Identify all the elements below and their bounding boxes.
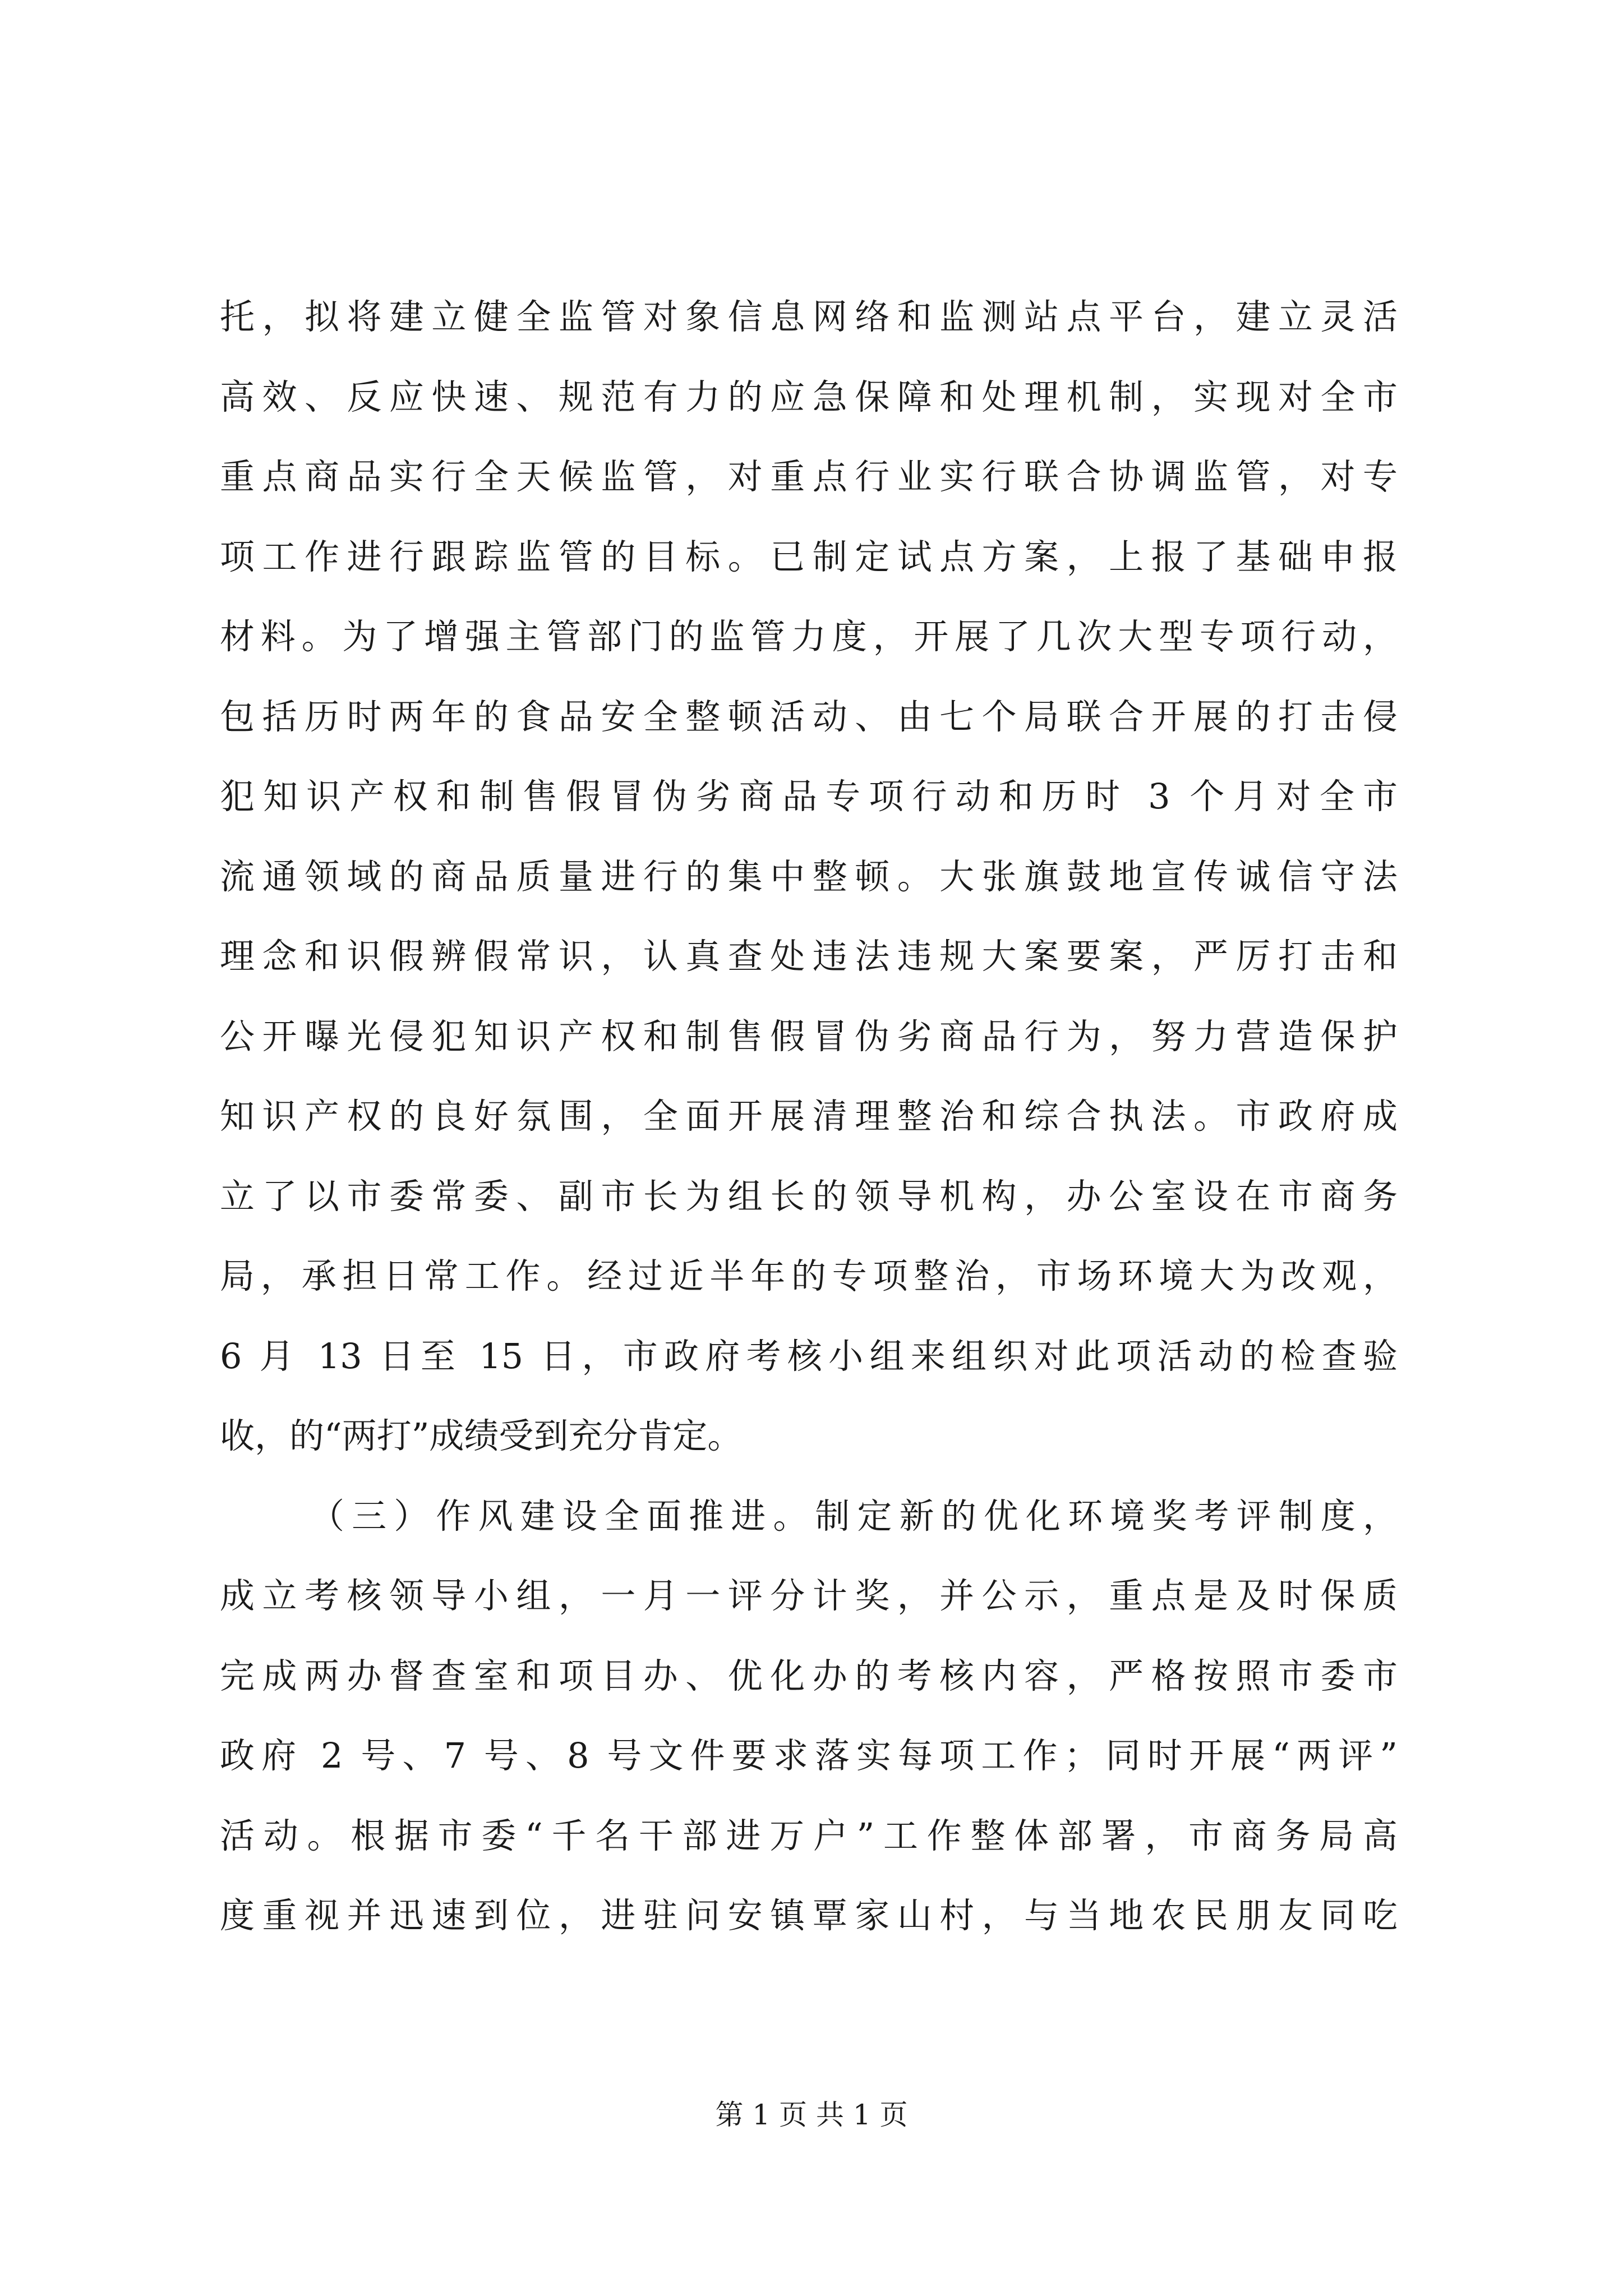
text-line: 局，承担日常工作。经过近半年的专项整治，市场环境大为改观， — [220, 1255, 1398, 1296]
text-line: 活动。根据市委“千名干部进万户”工作整体部署，市商务局高 — [220, 1815, 1398, 1856]
text-line: 立了以市委常委、副市长为组长的领导机构，办公室设在市商务 — [220, 1176, 1398, 1217]
text-line: 高效、反应快速、规范有力的应急保障和处理机制，实现对全市 — [220, 376, 1398, 417]
text-line: 项工作进行跟踪监管的目标。已制定试点方案，上报了基础申报 — [220, 536, 1398, 577]
text-line: 犯知识产权和制售假冒伪劣商品专项行动和历时 3 个月对全市 — [220, 776, 1398, 817]
text-line: 材料。为了增强主管部门的监管力度，开展了几次大型专项行动， — [220, 616, 1398, 657]
text-line: 度重视并迅速到位，进驻问安镇覃家山村，与当地农民朋友同吃 — [220, 1895, 1398, 1936]
text-line: 流通领域的商品质量进行的集中整顿。大张旗鼓地宣传诚信守法 — [220, 856, 1398, 897]
text-line: 包括历时两年的食品安全整顿活动、由七个局联合开展的打击侵 — [220, 696, 1398, 737]
text-line: 成立考核领导小组，一月一评分计奖，并公示，重点是及时保质 — [220, 1575, 1398, 1616]
text-line: 6 月 13 日至 15 日，市政府考核小组来组织对此项活动的检查验 — [220, 1336, 1398, 1377]
text-line: 重点商品实行全天候监管，对重点行业实行联合协调监管，对专 — [220, 456, 1398, 497]
text-line: 知识产权的良好氛围，全面开展清理整治和综合执法。市政府成 — [220, 1096, 1398, 1137]
text-line: 完成两办督查室和项目办、优化办的考核内容，严格按照市委市 — [220, 1655, 1398, 1696]
text-line: 托，拟将建立健全监管对象信息网络和监测站点平台，建立灵活 — [220, 296, 1398, 337]
text-line: 政府 2 号、7 号、8 号文件要求落实每项工作；同时开展“两评” — [220, 1735, 1398, 1776]
text-line: 收，的“两打”成绩受到充分肯定。 — [220, 1415, 743, 1456]
text-line: （三）作风建设全面推进。制定新的优化环境奖考评制度， — [310, 1496, 1398, 1536]
page-footer: 第 1 页 共 1 页 — [715, 2099, 908, 2131]
text-line: 理念和识假辨假常识，认真查处违法违规大案要案，严厉打击和 — [220, 936, 1398, 977]
text-line: 公开曝光侵犯知识产权和制售假冒伪劣商品行为，努力营造保护 — [220, 1016, 1398, 1057]
